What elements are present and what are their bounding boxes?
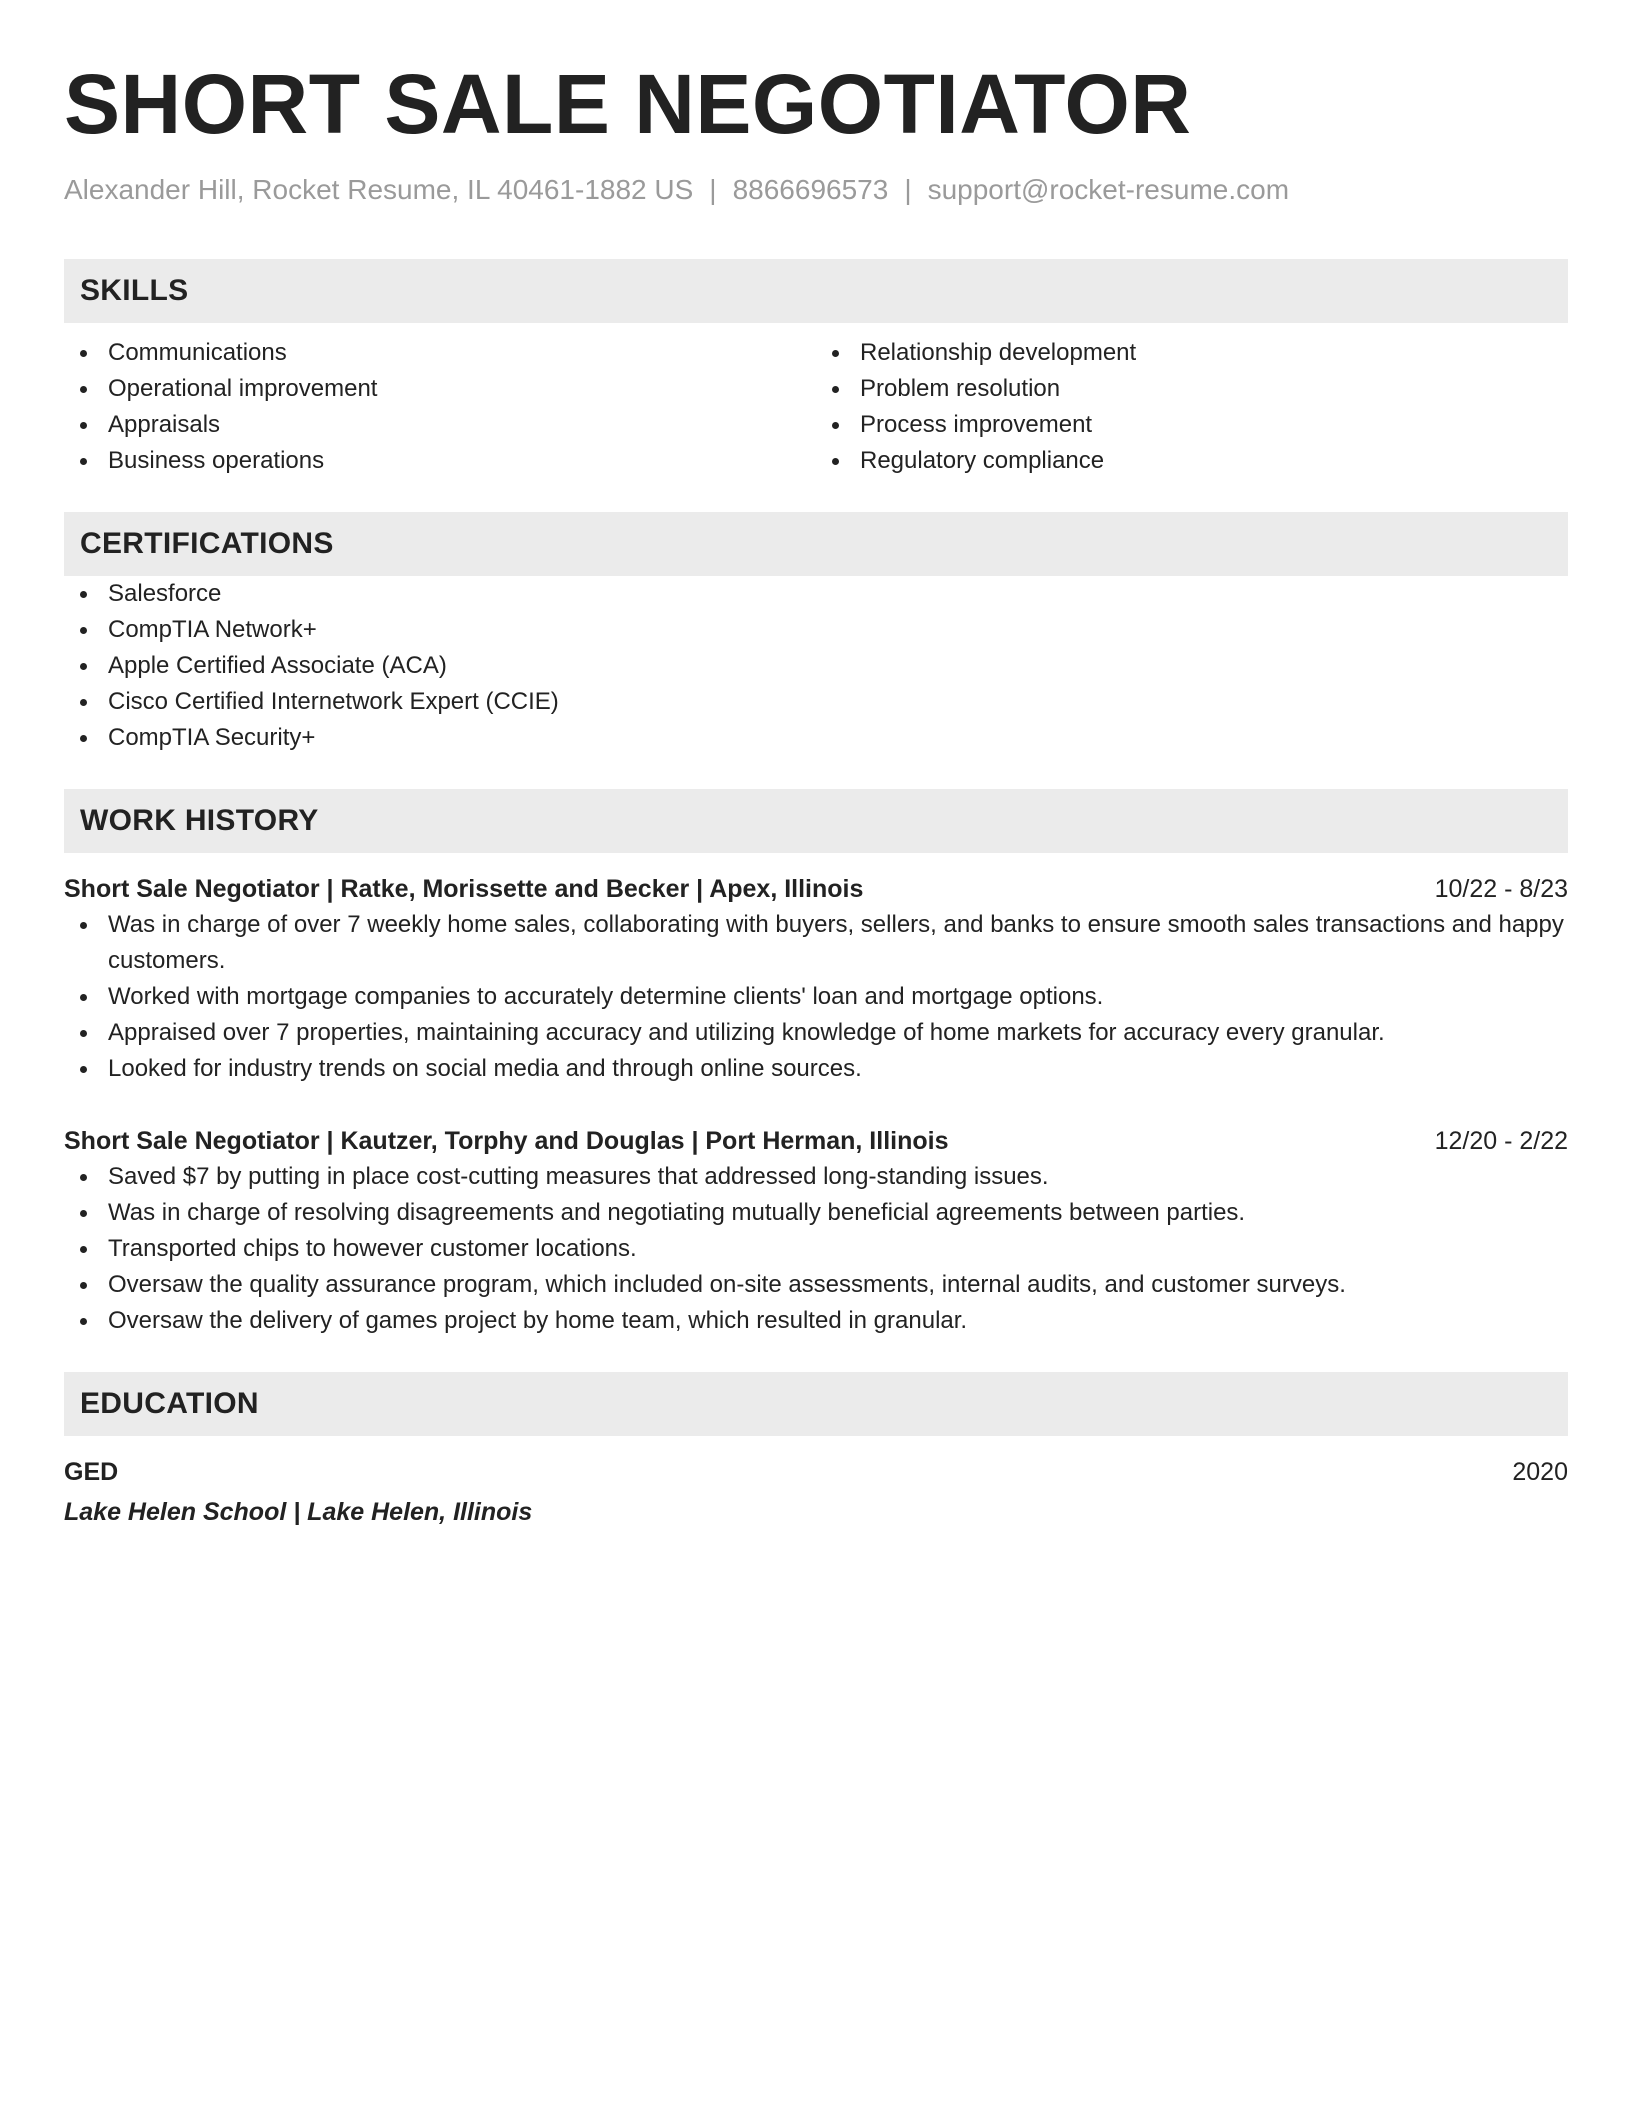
education-section-header — [64, 1372, 1568, 1436]
education-school: Lake Helen School | Lake Helen, Illinois — [64, 1498, 533, 1526]
job-dates: 12/20 - 2/22 — [1434, 1127, 1568, 1155]
job-bullet: Oversaw the delivery of games project by home team, which resulted in granular. — [64, 1303, 1568, 1339]
education-heading: EDUCATION — [80, 1387, 259, 1420]
contact-address: Alexander Hill, Rocket Resume, IL 40461-1882 US — [64, 174, 694, 205]
job-title: Short Sale Negotiator | Kautzer, Torphy and Douglas | Port Herman, Illinois — [64, 1127, 949, 1155]
skills-list-right — [816, 335, 1568, 479]
skills-heading: SKILLS — [80, 274, 189, 307]
certification-item: Salesforce — [64, 576, 1568, 612]
job-bullet: Oversaw the quality assurance program, which included on-site assessments, internal audits, and customer surveys. — [64, 1267, 1568, 1303]
skill-item: Communications — [64, 335, 816, 371]
contact-separator: | — [904, 174, 912, 205]
education-year: 2020 — [1512, 1458, 1568, 1486]
skills-column-left — [64, 335, 816, 479]
skills-grid — [64, 335, 1568, 479]
certification-item: CompTIA Network+ — [64, 612, 1568, 648]
skill-item: Problem resolution — [816, 371, 1568, 407]
job-bullet: Appraised over 7 properties, maintaining accuracy and utilizing knowledge of home markets for accuracy every granular. — [64, 1015, 1568, 1051]
work-history-section-header — [64, 789, 1568, 853]
job-header — [64, 1123, 1568, 1159]
job-bullet: Was in charge of resolving disagreements and negotiating mutually beneficial agreements between parties. — [64, 1195, 1568, 1231]
education-header — [64, 1454, 1568, 1490]
skills-column-right — [816, 335, 1568, 479]
certifications-heading: CERTIFICATIONS — [80, 527, 334, 560]
job-bullet-list — [64, 907, 1568, 1087]
contact-line — [64, 172, 1568, 208]
skill-item: Business operations — [64, 443, 816, 479]
certification-item: Cisco Certified Internetwork Expert (CCIE) — [64, 684, 1568, 720]
job-dates: 10/22 - 8/23 — [1434, 875, 1568, 903]
skill-item: Operational improvement — [64, 371, 816, 407]
education-degree: GED — [64, 1458, 119, 1486]
certifications-section-header — [64, 512, 1568, 576]
job-header — [64, 871, 1568, 907]
skill-item: Regulatory compliance — [816, 443, 1568, 479]
job-bullet: Transported chips to however customer locations. — [64, 1231, 1568, 1267]
contact-phone: 8866696573 — [732, 174, 889, 205]
contact-email[interactable]: support@rocket-resume.com — [927, 174, 1290, 205]
contact-separator: | — [709, 174, 717, 205]
job-bullet: Worked with mortgage companies to accurately determine clients' loan and mortgage options. — [64, 979, 1568, 1015]
skill-item: Relationship development — [816, 335, 1568, 371]
job-bullet: Was in charge of over 7 weekly home sales, collaborating with buyers, sellers, and banks to ensure smooth sales transactions and happy customers. — [64, 907, 1568, 979]
certification-item: Apple Certified Associate (ACA) — [64, 648, 1568, 684]
work-history-heading: WORK HISTORY — [80, 804, 319, 837]
page-title: SHORT SALE NEGOTIATOR — [64, 57, 1192, 151]
skill-item: Appraisals — [64, 407, 816, 443]
job-bullet: Saved $7 by putting in place cost-cutting measures that addressed long-standing issues. — [64, 1159, 1568, 1195]
skills-section-header — [64, 259, 1568, 323]
certification-item: CompTIA Security+ — [64, 720, 1568, 756]
certifications-list — [64, 576, 1568, 756]
job-entry — [64, 1123, 1568, 1339]
job-entry — [64, 871, 1568, 1087]
job-bullet: Looked for industry trends on social media and through online sources. — [64, 1051, 1568, 1087]
skills-list-left — [64, 335, 816, 479]
job-title: Short Sale Negotiator | Ratke, Morissette and Becker | Apex, Illinois — [64, 875, 864, 903]
job-bullet-list — [64, 1159, 1568, 1339]
skill-item: Process improvement — [816, 407, 1568, 443]
